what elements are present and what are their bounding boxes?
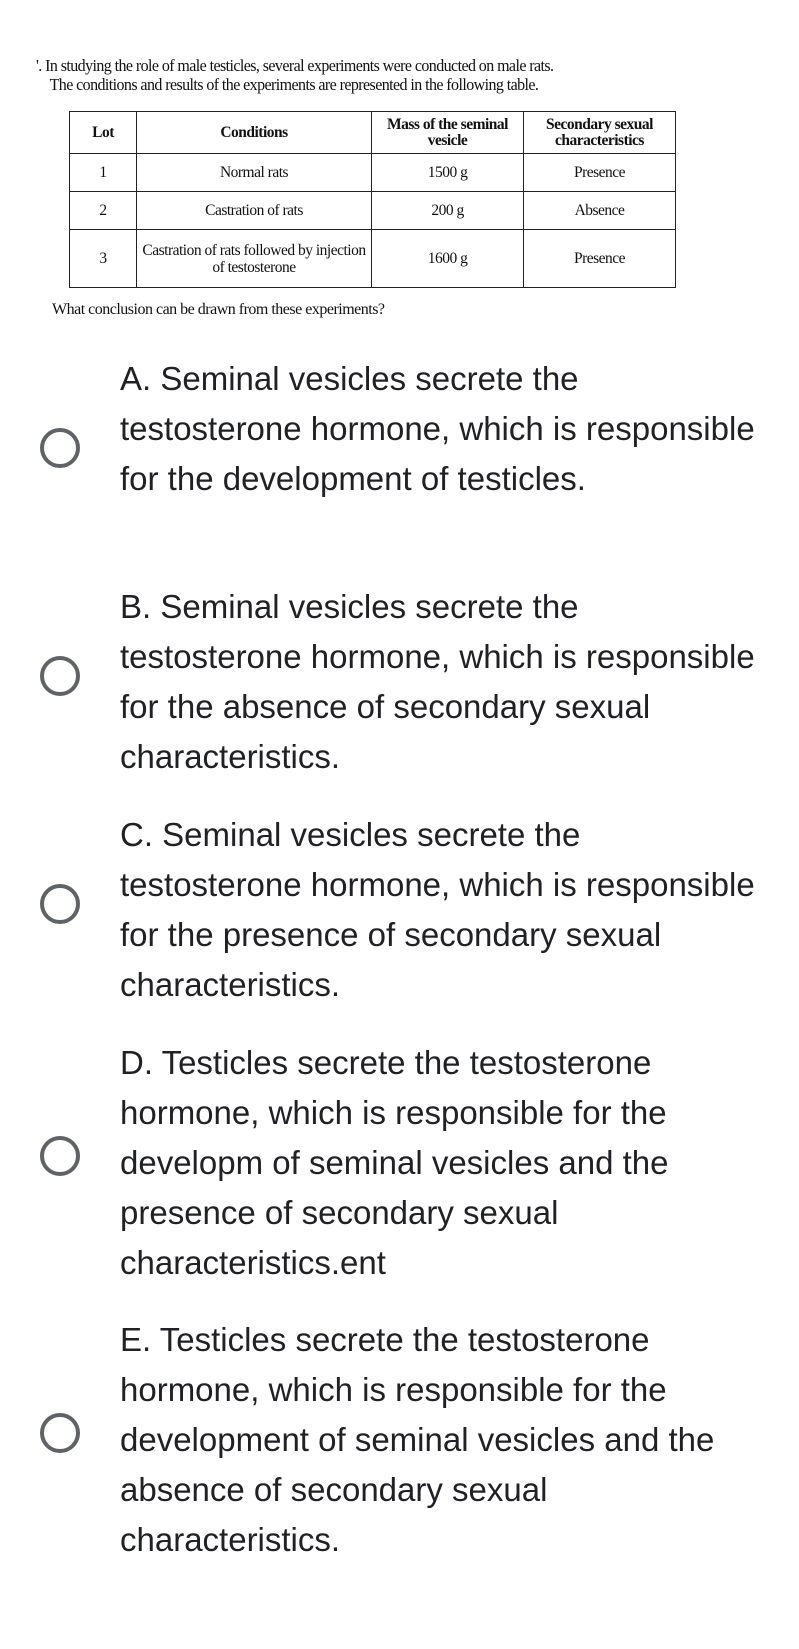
table-cell: Castration of rats followed by injection of testosterone: [137, 230, 372, 288]
option-a-label[interactable]: A. Seminal vesicles secrete the testosterone hormone, which is responsible for the development of testicles.: [120, 360, 755, 497]
table-cell: 2: [70, 192, 137, 230]
option-e[interactable]: [0, 1315, 799, 1558]
radio-button-d[interactable]: [40, 1136, 80, 1176]
option-d-label[interactable]: D. Testicles secrete the testosterone hormone, which is responsible for the developm of seminal vesicles and the presence of secondary sexual characteristics.ent: [120, 1044, 669, 1281]
table-cell: Castration of rats: [137, 192, 372, 230]
table-header-cell: Secondary sexual characteristics: [524, 112, 676, 154]
radio-button-c[interactable]: [40, 884, 80, 924]
table-cell: Presence: [524, 154, 676, 192]
radio-button-b[interactable]: [40, 656, 80, 696]
radio-button-a[interactable]: [40, 428, 80, 468]
question-text-line1: '. In studying the role of male testicles, several experiments were conducted on male rats.: [36, 56, 554, 75]
table-row: [70, 230, 676, 288]
table-cell: Normal rats: [137, 154, 372, 192]
table-cell: 1600 g: [372, 230, 524, 288]
table-header-cell: Conditions: [137, 112, 372, 154]
question-image: [36, 58, 716, 94]
table-header-row: [70, 112, 676, 154]
table-row: [70, 192, 676, 230]
option-c-label[interactable]: C. Seminal vesicles secrete the testosterone hormone, which is responsible for the presence of secondary sexual characteristics.: [120, 816, 755, 1003]
option-b[interactable]: [0, 582, 799, 775]
option-e-label[interactable]: E. Testicles secrete the testosterone hormone, which is responsible for the development of seminal vesicles and the absence of secondary sexual characteristics.: [120, 1321, 715, 1558]
table-header-cell: Lot: [70, 112, 137, 154]
option-b-label[interactable]: B. Seminal vesicles secrete the testosterone hormone, which is responsible for the absence of secondary sexual characteristics.: [120, 588, 755, 775]
table-header-cell: Mass of the seminal vesicle: [372, 112, 524, 154]
option-a[interactable]: [0, 354, 799, 544]
table-cell: 200 g: [372, 192, 524, 230]
table-cell: 3: [70, 230, 137, 288]
table-cell: Absence: [524, 192, 676, 230]
table-cell: 1: [70, 154, 137, 192]
table-cell: Presence: [524, 230, 676, 288]
option-d[interactable]: [0, 1038, 799, 1281]
question-text-line2: The conditions and results of the experiments are represented in the following table.: [49, 75, 539, 94]
radio-button-e[interactable]: [40, 1413, 80, 1453]
table-row: [70, 154, 676, 192]
option-c[interactable]: [0, 810, 799, 1003]
question-prompt: What conclusion can be drawn from these experiments?: [52, 301, 385, 318]
experiment-table: [69, 111, 676, 288]
table-cell: 1500 g: [372, 154, 524, 192]
